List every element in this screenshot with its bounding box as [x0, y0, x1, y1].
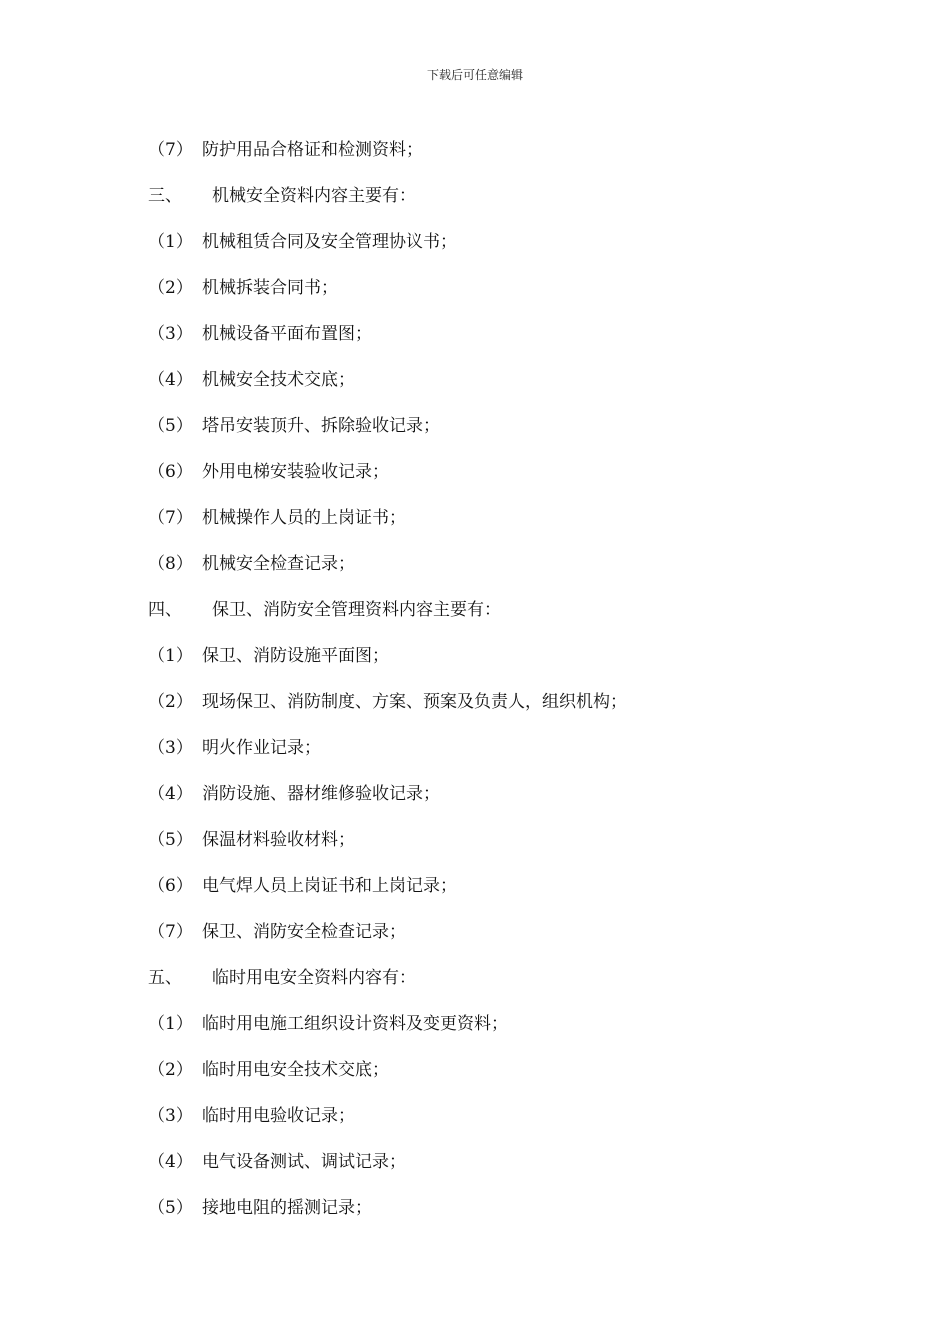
item-text: 接地电阻的摇测记录； [202, 1197, 372, 1218]
list-item [148, 860, 868, 906]
item-number: （2） [148, 1059, 193, 1080]
list-item [148, 492, 868, 538]
item-text: 机械设备平面布置图； [202, 323, 372, 344]
item-number: （7） [148, 139, 193, 160]
document-body [148, 124, 868, 1228]
list-item [148, 400, 868, 446]
list-item [148, 308, 868, 354]
item-text: 临时用电施工组织设计资料及变更资料； [202, 1013, 508, 1034]
item-text: 保卫、消防设施平面图； [202, 645, 389, 666]
list-item [148, 538, 868, 584]
item-number: （5） [148, 829, 193, 850]
item-text: 机械租赁合同及安全管理协议书； [202, 231, 457, 252]
section-number: 三、 [148, 185, 182, 206]
list-item [148, 1090, 868, 1136]
list-item [148, 906, 868, 952]
list-item [148, 354, 868, 400]
item-text: 外用电梯安装验收记录； [202, 461, 389, 482]
item-text: 现场保卫、消防制度、方案、预案及负责人，组织机构； [202, 691, 627, 712]
item-text: 电气设备测试、调试记录； [202, 1151, 406, 1172]
item-text: 防护用品合格证和检测资料； [202, 139, 423, 160]
list-item [148, 262, 868, 308]
section-heading [148, 584, 868, 630]
item-text: 机械操作人员的上岗证书； [202, 507, 406, 528]
item-number: （1） [148, 231, 193, 252]
list-item [148, 1136, 868, 1182]
item-text: 机械安全技术交底； [202, 369, 355, 390]
item-number: （4） [148, 783, 193, 804]
section-title: 临时用电安全资料内容有： [212, 967, 416, 988]
item-text: 电气焊人员上岗证书和上岗记录； [202, 875, 457, 896]
item-number: （1） [148, 1013, 193, 1034]
item-number: （4） [148, 369, 193, 390]
section-title: 保卫、消防安全管理资料内容主要有： [212, 599, 501, 620]
list-item [148, 1182, 868, 1228]
page-header-note: 下载后可任意编辑 [426, 68, 523, 82]
item-text: 消防设施、器材维修验收记录； [202, 783, 440, 804]
item-number: （3） [148, 737, 193, 758]
item-text: 保温材料验收材料； [202, 829, 355, 850]
item-number: （6） [148, 461, 193, 482]
list-item [148, 768, 868, 814]
list-item [148, 216, 868, 262]
item-number: （7） [148, 921, 193, 942]
item-number: （7） [148, 507, 193, 528]
list-item [148, 1044, 868, 1090]
list-item [148, 446, 868, 492]
section-heading [148, 952, 868, 998]
item-number: （8） [148, 553, 193, 574]
list-item [148, 722, 868, 768]
section-number: 四、 [148, 599, 182, 620]
list-item [148, 676, 868, 722]
item-text: 塔吊安装顶升、拆除验收记录； [202, 415, 440, 436]
item-number: （1） [148, 645, 193, 666]
item-number: （6） [148, 875, 193, 896]
item-text: 机械拆装合同书； [202, 277, 338, 298]
section-heading [148, 170, 868, 216]
item-text: 临时用电验收记录； [202, 1105, 355, 1126]
item-text: 明火作业记录； [202, 737, 321, 758]
item-text: 机械安全检查记录； [202, 553, 355, 574]
item-number: （5） [148, 415, 193, 436]
section-title: 机械安全资料内容主要有： [212, 185, 416, 206]
list-item [148, 124, 868, 170]
item-text: 保卫、消防安全检查记录； [202, 921, 406, 942]
item-number: （5） [148, 1197, 193, 1218]
item-text: 临时用电安全技术交底； [202, 1059, 389, 1080]
list-item [148, 814, 868, 860]
item-number: （3） [148, 323, 193, 344]
list-item [148, 998, 868, 1044]
item-number: （3） [148, 1105, 193, 1126]
item-number: （2） [148, 277, 193, 298]
item-number: （2） [148, 691, 193, 712]
list-item [148, 630, 868, 676]
item-number: （4） [148, 1151, 193, 1172]
section-number: 五、 [148, 967, 182, 988]
